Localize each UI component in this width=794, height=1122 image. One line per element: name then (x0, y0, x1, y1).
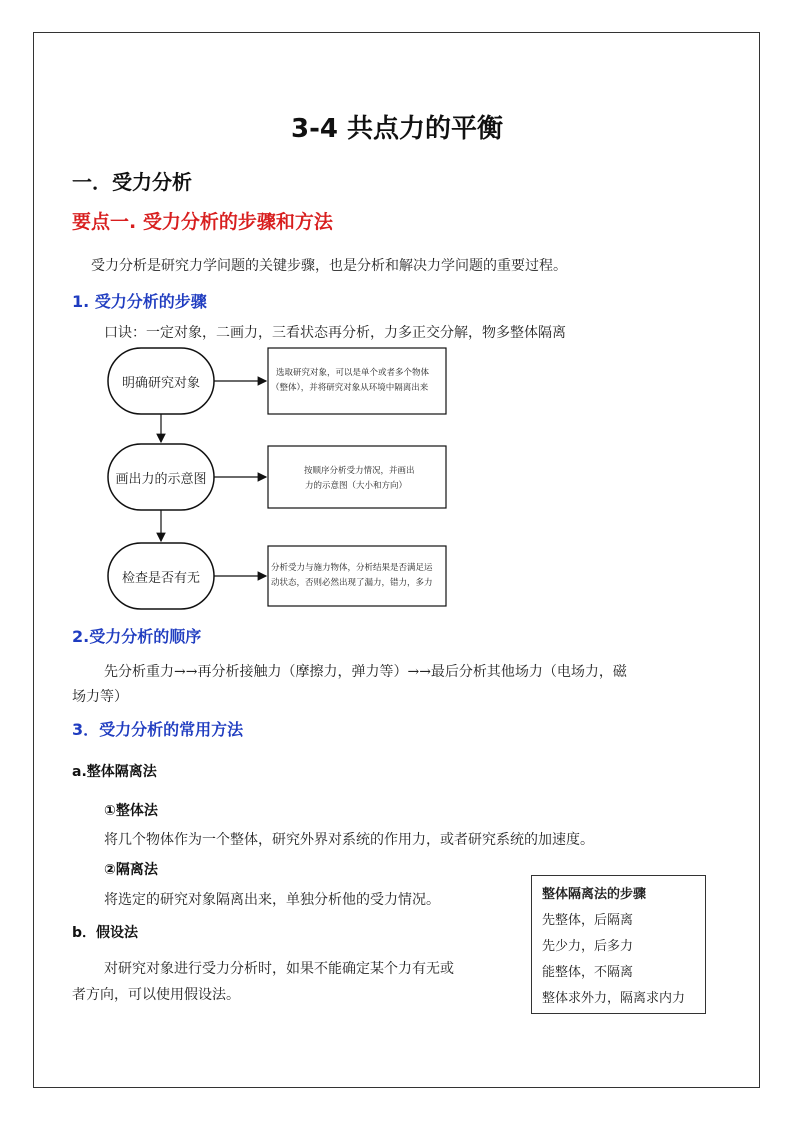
order-line-1: 先分析重力→→再分析接触力（摩擦力，弹力等）→→最后分析其他场力（电场力，磁 (104, 664, 627, 680)
mnemonic-text: 口诀：一定对象，二画力，三看状态再分析，力多正交分解，物多整体隔离 (104, 325, 566, 341)
flow-note-3-line1: 分析受力与施力物体，分析结果是否满足运 (271, 563, 433, 573)
section-heading: 一．受力分析 (72, 170, 192, 194)
side-box-item: 先整体，后隔离 (542, 913, 634, 928)
flow-note-3-line2: 动状态，否则必然出现了漏力，错力，多力 (271, 578, 433, 588)
isolate-method-text: 将选定的研究对象隔离出来，单独分析他的受力情况。 (104, 892, 440, 908)
keypoint-heading: 要点一. 受力分析的步骤和方法 (72, 211, 333, 233)
side-box-item: 能整体，不隔离 (542, 965, 634, 980)
flow-note-1-line1: 选取研究对象，可以是单个或者多个物体 (276, 368, 430, 378)
intro-text: 受力分析是研究力学问题的关键步骤，也是分析和解决力学问题的重要过程。 (91, 258, 567, 274)
order-heading: 2.受力分析的顺序 (72, 627, 202, 646)
side-box-steps (531, 875, 706, 1014)
whole-method-title: ①整体法 (104, 803, 158, 819)
flow-note-1-line2: （整体），并将研究对象从环境中隔离出来 (271, 383, 429, 393)
method-b-heading: b．假设法 (72, 925, 139, 941)
page-title: 3-4 共点力的平衡 (290, 114, 504, 144)
flow-note-2-line2: 力的示意图（大小和方向） (305, 481, 408, 491)
flow-note-2-line1: 按顺序分析受力情况，并画出 (304, 466, 415, 476)
method-a-heading: a.整体隔离法 (72, 764, 157, 780)
steps-heading: 1. 受力分析的步骤 (72, 292, 207, 311)
side-box-title: 整体隔离法的步骤 (542, 887, 647, 902)
whole-method-text: 将几个物体作为一个整体，研究外界对系统的作用力，或者研究系统的加速度。 (104, 832, 594, 848)
isolate-method-title: ②隔离法 (104, 862, 158, 878)
assume-line-1: 对研究对象进行受力分析时，如果不能确定某个力有无或 (104, 961, 454, 977)
order-line-2: 场力等） (72, 689, 128, 705)
side-box-item: 整体求外力，隔离求内力 (542, 991, 686, 1006)
flow-step-1-label: 明确研究对象 (121, 376, 200, 391)
flow-step-3-label: 检查是否有无 (121, 571, 200, 586)
flow-step-2-label: 画出力的示意图 (115, 472, 207, 487)
assume-line-2: 者方向，可以使用假设法。 (72, 987, 240, 1003)
side-box-item: 先少力，后多力 (542, 939, 634, 954)
methods-heading: 3．受力分析的常用方法 (72, 720, 244, 739)
